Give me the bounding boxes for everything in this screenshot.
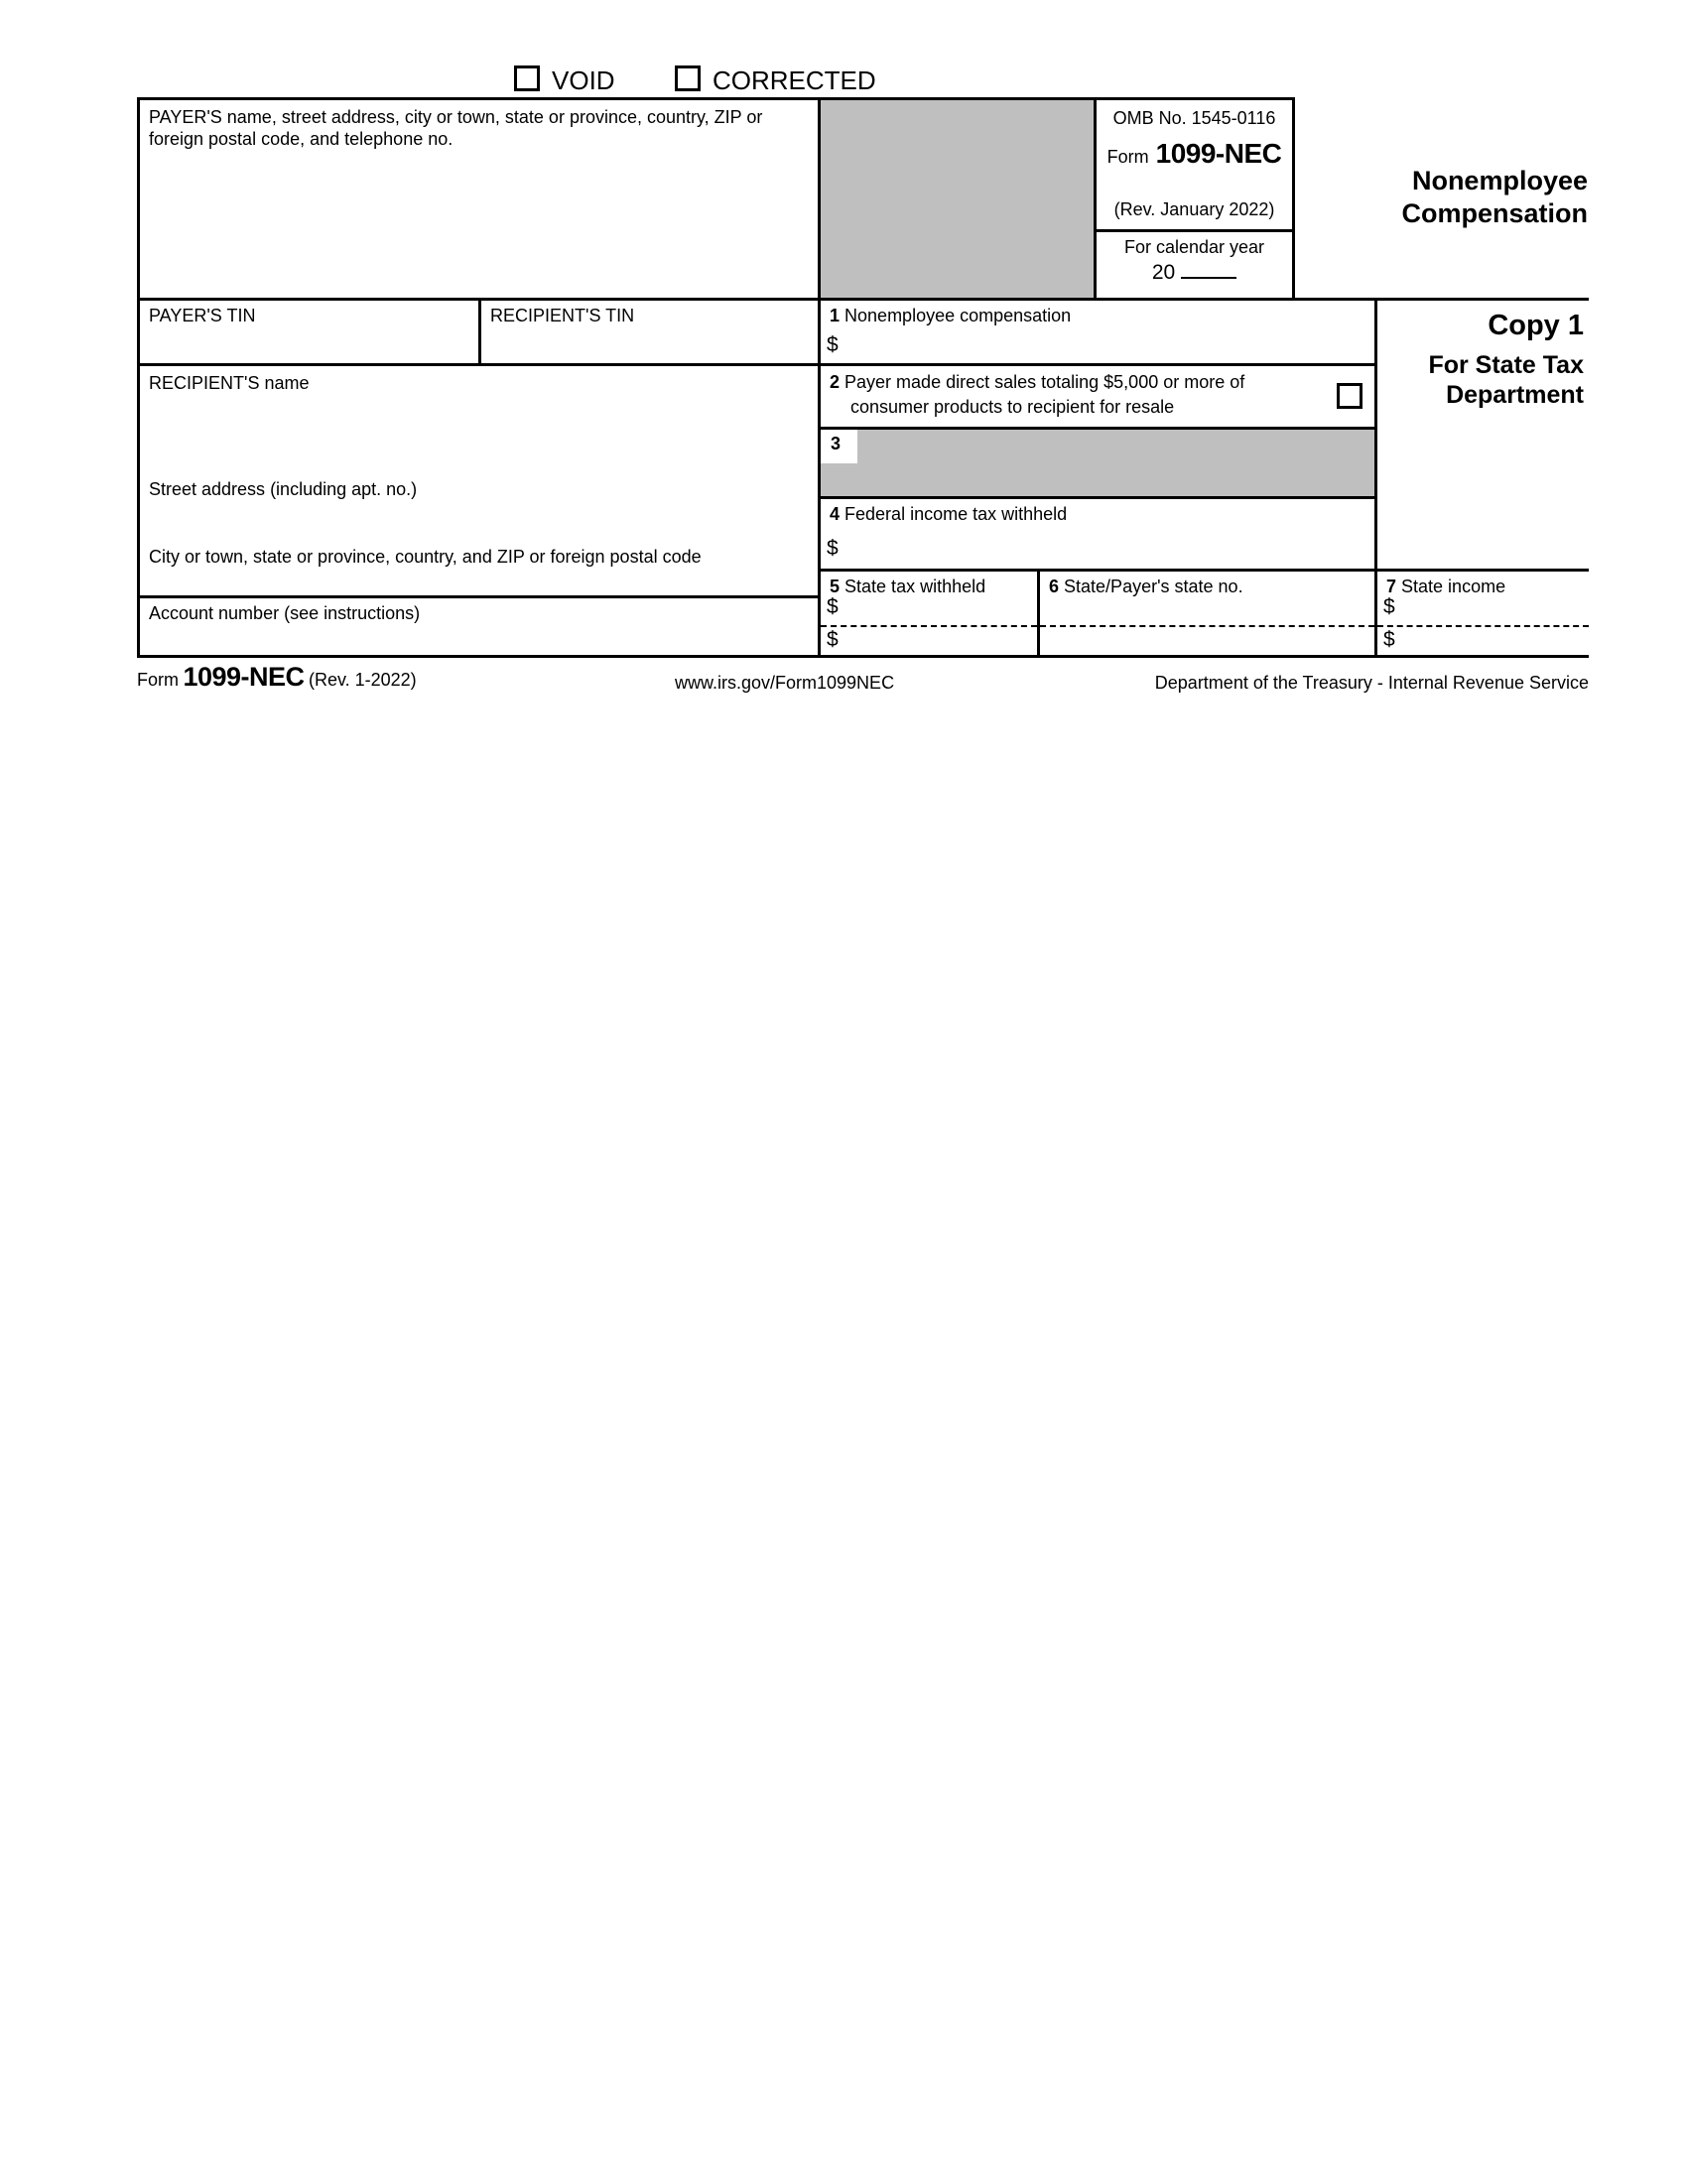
dashed-divider (1377, 625, 1589, 627)
footer-form-word: Form (137, 670, 179, 690)
form-number-line (1097, 138, 1292, 170)
form-word: Form (1106, 147, 1149, 167)
box6-label: 6 State/Payer's state no. (1049, 577, 1243, 596)
box7-dollar-sign-1: $ (1383, 595, 1395, 618)
footer-department: Department of the Treasury - Internal Revenue Service (1154, 673, 1589, 693)
recipient-tin-field[interactable] (478, 298, 821, 366)
payer-info-label: PAYER'S name, street address, city or town, state or province, country, ZIP or foreign postal code, and telephone no. (149, 107, 763, 149)
box5-label: 5 State tax withheld (830, 577, 986, 596)
copy-dept-line2: Department (1446, 381, 1584, 409)
recipient-tin-label: RECIPIENT'S TIN (490, 306, 635, 325)
footer-form-id (137, 662, 417, 693)
corrected-label: CORRECTED (713, 65, 876, 95)
payer-info-field[interactable] (137, 97, 821, 301)
box1-nonemployee-compensation-field[interactable] (818, 298, 1377, 366)
revision-label: (Rev. January 2022) (1113, 199, 1275, 219)
box5-dollar-sign-1: $ (827, 595, 839, 618)
calendar-year-input[interactable] (1181, 260, 1236, 279)
form-title-line2: Compensation (1401, 198, 1588, 228)
footer-url: www.irs.gov/Form1099NEC (675, 673, 895, 693)
direct-sales-checkbox[interactable] (1337, 383, 1363, 409)
form-number: 1099-NEC (1155, 138, 1282, 169)
box2-label-line1: 2 Payer made direct sales totaling $5,000 or more of (830, 372, 1245, 392)
box6-number: 6 (1049, 577, 1060, 596)
calendar-year-row (1097, 260, 1292, 285)
box3-shaded (818, 427, 1377, 499)
box7-label: 7 State income (1386, 577, 1506, 596)
box5-number: 5 (830, 577, 841, 596)
account-number-field[interactable] (137, 595, 821, 658)
corrected-checkbox[interactable] (675, 65, 701, 91)
box4-dollar-sign: $ (827, 537, 839, 560)
box7-number: 7 (1386, 577, 1397, 596)
copy-dept-line1: For State Tax (1428, 351, 1584, 379)
box1-dollar-sign: $ (827, 333, 839, 356)
box2-direct-sales-field (818, 363, 1377, 430)
form-title-line1: Nonemployee (1411, 166, 1588, 195)
omb-box (1094, 97, 1295, 301)
shaded-area-top (818, 97, 1097, 301)
box1-label: 1 Nonemployee compensation (830, 306, 1072, 325)
box1-number: 1 (830, 306, 841, 325)
box7-dollar-sign-2: $ (1383, 628, 1395, 651)
void-label: VOID (552, 65, 615, 95)
recipient-address-field[interactable] (137, 363, 821, 598)
box6-state-payer-no-field[interactable] (1037, 569, 1377, 658)
footer-revision: (Rev. 1-2022) (308, 670, 417, 690)
street-address-label: Street address (including apt. no.) (149, 479, 418, 499)
box4-number: 4 (830, 504, 841, 524)
box7-state-income-field[interactable] (1374, 569, 1589, 658)
payer-tin-field[interactable] (137, 298, 481, 366)
box5-dollar-sign-2: $ (827, 628, 839, 651)
box4-label: 4 Federal income tax withheld (830, 504, 1068, 524)
year-prefix: 20 (1151, 261, 1176, 284)
box3-number-chip (821, 430, 857, 463)
box2-number: 2 (830, 372, 841, 392)
copy-label: Copy 1 (1488, 310, 1584, 341)
box5-state-tax-withheld-field[interactable] (818, 569, 1040, 658)
payer-tin-label: PAYER'S TIN (149, 306, 256, 325)
account-number-label: Account number (see instructions) (149, 603, 421, 623)
box4-federal-tax-withheld-field[interactable] (818, 496, 1377, 572)
omb-number: OMB No. 1545-0116 (1112, 108, 1276, 128)
footer-form-number: 1099-NEC (183, 662, 305, 692)
void-checkbox[interactable] (514, 65, 540, 91)
box2-label-line2: consumer products to recipient for resale (850, 397, 1175, 417)
recipient-name-label: RECIPIENT'S name (149, 373, 310, 393)
copy-column (1374, 298, 1589, 572)
city-label: City or town, state or province, country, and ZIP or foreign postal code (149, 547, 702, 567)
box3-number: 3 (831, 434, 842, 453)
dashed-divider (1040, 625, 1374, 627)
omb-divider (1094, 229, 1295, 232)
calendar-year-label: For calendar year (1123, 237, 1265, 257)
dashed-divider (821, 625, 1037, 627)
form-title (1300, 165, 1588, 230)
